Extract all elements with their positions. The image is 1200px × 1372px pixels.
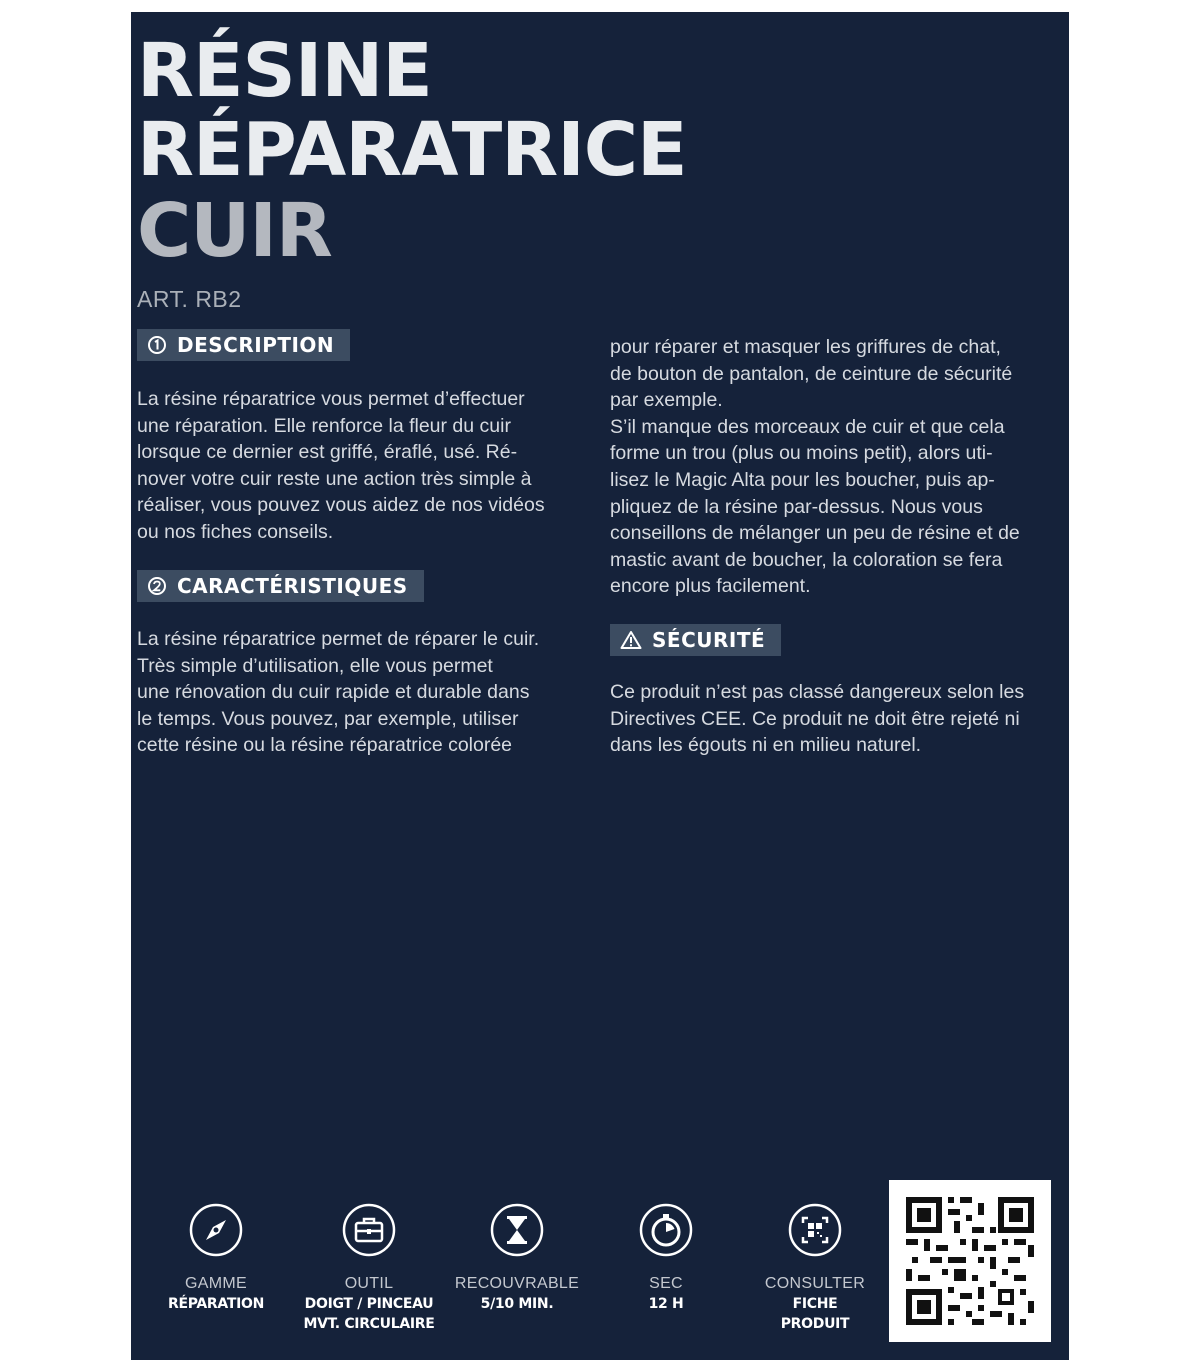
article-reference: ART. RB2 [137,286,242,312]
hourglass-icon [442,1202,592,1262]
feature-sec [591,1202,741,1314]
section-heading-caracteristiques [137,570,424,602]
feature-label: CONSULTER [764,1275,866,1292]
section-heading-text: DESCRIPTION [177,333,335,357]
warning-triangle-icon [620,630,642,650]
toolbox-icon [294,1202,444,1262]
qr-scan-icon [740,1202,890,1262]
feature-label: OUTIL [344,1275,394,1292]
description-text: La résine réparatrice vous permet d’effectuer une réparation. Elle renforce la fleur du cuir lorsque ce dernier est griffé, éraflé, usé. Ré- nover votre cuir reste une action très simple à réaliser, vous pouvez vous aidez de nos vidéos ou nos fiches conseils. [137,388,545,543]
feature-label: RECOUVRABLE [454,1275,580,1292]
securite-text: Ce produit n’est pas classé dangereux selon les Directives CEE. Ce produit ne doit être rejeté ni dans les égouts ni en milieu naturel. [610,681,1025,757]
stopwatch-icon [591,1202,741,1262]
section-heading-securite [610,624,781,656]
feature-value: FICHE PRODUIT [780,1296,850,1332]
compass-icon [141,1202,291,1262]
feature-label: SEC [649,1275,683,1292]
feature-recouvrable [442,1202,592,1314]
feature-outil [294,1202,444,1334]
feature-value: RÉPARATION [167,1296,265,1312]
title-line-1: RÉSINE [137,28,432,114]
title-line-3: CUIR [137,188,332,274]
feature-value: DOIGT / PINCEAU MVT. CIRCULAIRE [303,1296,435,1332]
circled-one-icon [147,335,167,355]
caracteristiques-text: La résine réparatrice permet de réparer le cuir. Très simple d’utilisation, elle vous permet une rénovation du cuir rapide et durable dans le temps. Vous pouvez, par exemple, utiliser cette résine ou la résine réparatrice colorée [137,628,540,757]
feature-label: GAMME [185,1275,247,1292]
qr-code-icon [906,1197,1034,1325]
feature-value: 5/10 MIN. [480,1296,554,1312]
caracteristiques-text-continued: pour réparer et masquer les griffures de chat, de bouton de pantalon, de ceinture de sécurité par exemple. S’il manque des morceaux de cuir et que cela forme un trou (plus ou moins petit), alors uti- lisez le Magic Alta pour les boucher, puis ap- pliquez de la résine par-dessus. Nous vous conseillons de mélanger un peu de résine et de mastic avant de boucher, la coloration se fera encore plus facilement. [610,336,1020,598]
title-line-2: RÉPARATRICE [137,107,687,193]
section-heading-description [137,329,350,361]
feature-consulter [740,1202,890,1334]
circled-two-icon [147,576,167,596]
qr-code[interactable] [889,1180,1051,1342]
feature-gamme [141,1202,291,1314]
section-heading-text: CARACTÉRISTIQUES [177,574,408,598]
section-heading-text: SÉCURITÉ [652,628,766,652]
feature-value: 12 H [648,1296,684,1312]
product-sheet [131,12,1069,1360]
